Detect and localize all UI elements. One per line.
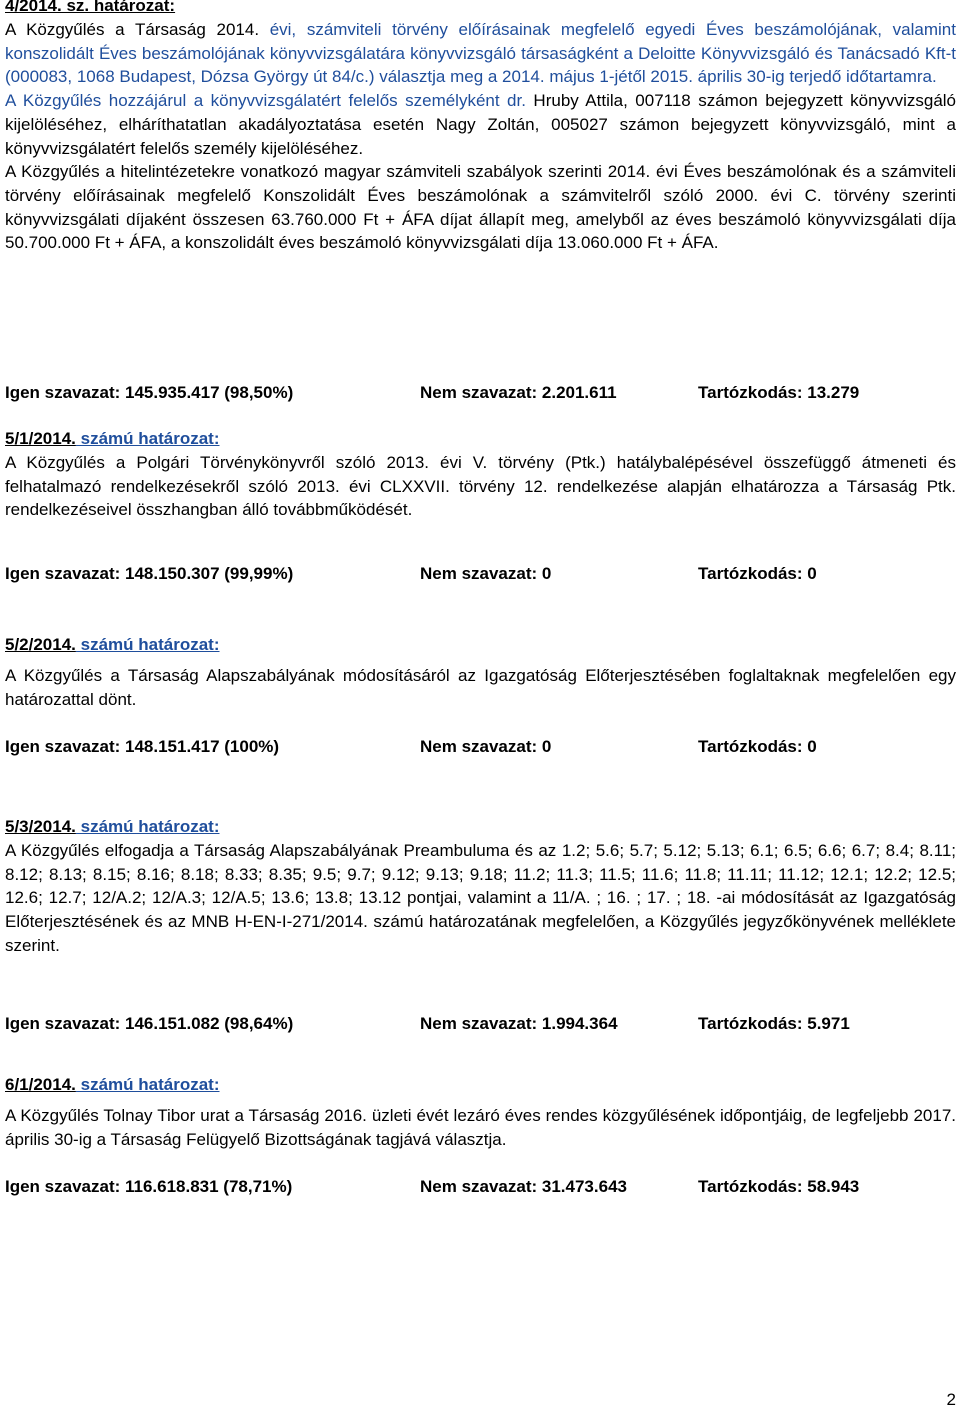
resolution-6-1-text: A Közgyűlés Tolnay Tibor urat a Társaság 2016. üzleti évét lezáró éves rendes közgyűlésének időpontjáig, de legfeljebb 2017. április 30-ig a Társaság Felügyelő Bizottságának tagjává választja. bbox=[5, 1106, 956, 1149]
votes-yes: Igen szavazat: 146.151.082 (98,64%) bbox=[5, 1014, 294, 1033]
votes-no: Nem szavazat: 31.473.643 bbox=[420, 1177, 627, 1196]
resolution-6-1-heading: 6/1/2014. számú határozat: bbox=[5, 1075, 220, 1094]
votes-abstain: Tartózkodás: 5.971 bbox=[698, 1014, 850, 1033]
resolution-4-text-part1: A Közgyűlés a Társaság 2014. bbox=[5, 20, 270, 39]
resolution-4-text bbox=[5, 18, 956, 255]
resolution-5-3-heading: 5/3/2014. számú határozat: bbox=[5, 817, 220, 836]
resolution-4-heading: 4/2014. sz. határozat: bbox=[5, 0, 176, 15]
votes-yes: Igen szavazat: 145.935.417 (98,50%) bbox=[5, 383, 294, 402]
votes-no: Nem szavazat: 0 bbox=[420, 737, 552, 756]
resolution-4-votes bbox=[5, 381, 956, 405]
resolution-4-text-part5: A Közgyűlés a hitelintézetekre vonatkozó magyar számviteli szabályok szerinti 2014. bbox=[5, 162, 651, 182]
votes-yes: Igen szavazat: 148.151.417 (100%) bbox=[5, 737, 280, 756]
resolution-4-text-part4: Hruby Attila, 007118 számon bejegyzett könyvvizsgáló kijelöléséhez, elháríthatatlan akadályoztatása esetén Nagy Zoltán, 005027 számon bejegyzett könyvvizsgáló, mint a könyvvizsgálatért felelős személy kijelöléséhez. bbox=[5, 91, 957, 158]
resolution-5-3-text: A Közgyűlés elfogadja a Társaság Alapszabályának Preambuluma és az 1.2; 5.6; 5.7; 5.12; 5.13; 6.1; 6.5; 6.6; 6.7; 8.4; 8.11; 8.12; 8.13; 8.15; 8.16; 8.18; 8.33; 8.35; 9.5; 9.7; 9.12; 9.13; 9.18; 11.2; 11.3; 11.5; 11.6; 11.8; 11.11; 11.12; 12.1; 12.2; 12.5; 12.6; 12.7; 12/A.2; 12/A.3; 12/A.5; 13.6; 13.8; 13.12 pontjai, valamint a 11/A. ; 16. ; 17. ; 18. -ai módosítását az Igazgatóság Előterjesztésének és az MNB H-EN-I-271/2014. számú határozatának megfelelően, a Közgyűlés jegyzőkönyvének melléklete szerint. bbox=[5, 841, 956, 955]
votes-no: Nem szavazat: 0 bbox=[420, 564, 552, 583]
votes-no: Nem szavazat: 1.994.364 bbox=[420, 1014, 618, 1033]
votes-abstain: Tartózkodás: 0 bbox=[698, 564, 817, 583]
resolution-5-2-votes bbox=[5, 735, 956, 759]
votes-abstain: Tartózkodás: 58.943 bbox=[698, 1177, 860, 1196]
votes-abstain: Tartózkodás: 0 bbox=[698, 737, 817, 756]
resolution-4-text-part6: évi Éves beszámolónak és a számviteli törvény előírásainak megfelelő Konszolidált Éves beszámolónak a számvitelről szóló 2000. évi C. törvény szerinti könyvvizsgálati díjaként összesen 63.760.000 Ft + ÁFA díjat állapít meg, amelyből az éves beszámoló könyvvizsgálati díja 50.700.000 Ft + ÁFA, a konszolidált éves beszámoló könyvvizsgálati díja 13.060.000 Ft + ÁFA. bbox=[5, 162, 956, 253]
resolution-4-text-part2: évi, számviteli törvény előírásainak megfelelő egyedi Éves beszámolójának, valamint konszolidált Éves beszámolójának könyvvizsgálatára könyvvizsgáló társaságként a Deloitte Könyvvizsgáló és Tanácsadó Kft-t (000083, 1068 Budapest, Dózsa György út 84/c.) választja meg a 2014. május 1-jétől 2015. április 30-ig terjedő időtartamra. bbox=[5, 20, 956, 87]
resolution-5-3-votes bbox=[5, 1012, 956, 1036]
resolution-6-1-votes bbox=[5, 1175, 956, 1199]
resolution-5-1-text: A Közgyűlés a Polgári Törvénykönyvről szóló 2013. évi V. törvény (Ptk.) hatálybalépésével összefüggő átmeneti és felhatalmazó rendelkezésekről szóló 2013. évi CLXXVII. törvény 12. rendelkezése alapján elhatározza a Társaság Ptk. rendelkezéseivel összhangban álló továbbműködését. bbox=[5, 453, 956, 520]
page-number: 2 bbox=[946, 1390, 956, 1409]
votes-yes: Igen szavazat: 148.150.307 (99,99%) bbox=[5, 564, 294, 583]
resolution-5-2-text: A Közgyűlés a Társaság Alapszabályának módosításáról az Igazgatóság Előterjesztésében foglaltaknak megfelelően egy határozattal dönt. bbox=[5, 666, 956, 709]
votes-yes: Igen szavazat: 116.618.831 (78,71%) bbox=[5, 1177, 293, 1196]
resolution-5-1-votes bbox=[5, 562, 956, 586]
votes-abstain: Tartózkodás: 13.279 bbox=[698, 383, 860, 402]
resolution-5-1-heading: 5/1/2014. számú határozat: bbox=[5, 429, 220, 448]
resolution-4-text-part3: A Közgyűlés hozzájárul a könyvvizsgálatért felelős személyként dr. bbox=[5, 91, 526, 111]
resolution-5-2-heading: 5/2/2014. számú határozat: bbox=[5, 635, 220, 654]
votes-no: Nem szavazat: 2.201.611 bbox=[420, 383, 617, 402]
